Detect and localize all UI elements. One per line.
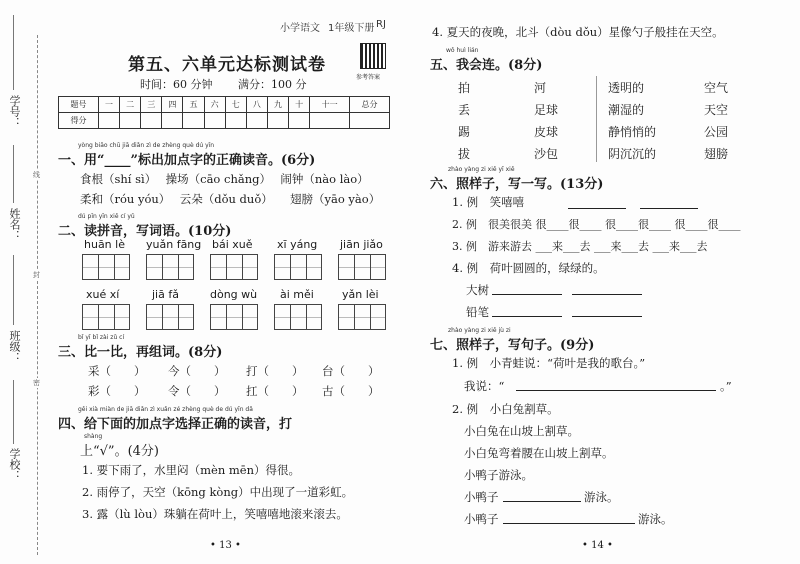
q2-pinyin-1: huān lè [84,238,125,251]
q2-pinyin-8: dòng wù [210,288,258,301]
q5-noun-1[interactable]: 空气 [704,81,729,95]
q5-mid-2[interactable]: 足球 [534,103,559,117]
score-input-cell[interactable] [225,113,246,129]
score-table-score-row [59,113,390,129]
q4-title2-pinyin: shàng [84,433,103,440]
q6-ex1-blank-1[interactable] [568,208,626,209]
cut-word-2: 封 [33,271,40,279]
q5-noun-4[interactable]: 翅膀 [704,147,729,161]
binding-strip [0,0,44,564]
school-line[interactable] [13,380,14,444]
edition-label: RJ [376,19,386,30]
score-cell: 八 [246,97,267,113]
q1-pinyin: yòng biāo chū jiā diǎn zì de zhèng què dú yīn [78,142,215,149]
school-label: 学校： [8,448,21,481]
q4-item-3[interactable]: 3. 露（lù lòu）珠躺在荷叶上，笑嘻嘻地滚来滚去。 [82,507,348,521]
cut-word-1: 线 [33,171,40,179]
class-label: 班级： [8,330,21,363]
q7-ex1-prompt: 我说：“ [464,379,505,393]
q7-duck-blank-1[interactable] [503,501,581,502]
q3-pair-4a[interactable]: 台（ ） [322,364,380,378]
q4-item-4[interactable]: 4. 夏天的夜晚，北斗（dòu dǒu）星像勺子般挂在天空。 [432,25,724,39]
q5-adj-3[interactable]: 静悄悄的 [608,125,657,139]
q4-title-cont: 上“√”。(4分) [80,444,159,459]
q2-pinyin-2: yuǎn fāng [146,238,202,251]
q2-answer-box[interactable] [146,304,194,330]
score-table-header-row [59,97,390,113]
q3-pair-3a[interactable]: 打（ ） [246,364,304,378]
q2-pinyin-6: xué xí [86,288,120,301]
q2-answer-box[interactable] [146,254,194,280]
q5-left-2[interactable]: 丢 [458,103,471,117]
page-title: 第五、六单元达标测试卷 [128,55,326,75]
page-number-right: • 14 • [582,540,613,551]
score-input-cell[interactable] [98,113,119,129]
q6-ex4: 4. 例 荷叶圆圆的，绿绿的。 [452,261,605,275]
q2-answer-box[interactable] [82,304,130,330]
q2-answer-box[interactable] [210,254,258,280]
q3-pair-2b[interactable]: 令（ ） [168,384,226,398]
q6-pinyin: zhào yàng zi xiě yī xiě [448,166,515,173]
score-input-cell[interactable] [267,113,288,129]
score-cell: 一 [98,97,119,113]
q3-pinyin: bǐ yī bǐ zài zǔ cí [78,334,125,341]
q6-tree-blank-2[interactable] [572,294,642,295]
q2-pinyin-7: jiā fǎ [152,288,179,301]
score-input-cell[interactable] [246,113,267,129]
q2-answer-box[interactable] [82,254,130,280]
q2-pinyin-9: ài měi [280,288,314,301]
score-cell: 四 [162,97,183,113]
q6-ex2[interactable]: 2. 例 很美很美 很____很____ 很____很____ 很____很____ [452,218,741,231]
q4-title: 四、给下面的加点字选择正确的读音，打 [58,417,293,432]
q7-duck-blank-2[interactable] [503,523,635,524]
q2-answer-box[interactable] [338,254,386,280]
q2-pinyin-5: jiān jiǎo [340,238,383,251]
score-cell: 六 [204,97,225,113]
q7-ex2-line-b: 小白兔弯着腰在山坡上割草。 [464,446,614,460]
q6-pencil-blank-1[interactable] [492,316,562,317]
q5-divider [596,76,597,162]
score-input-cell[interactable] [162,113,183,129]
q2-pinyin-4: xī yáng [277,238,318,251]
score-input-cell[interactable] [183,113,204,129]
q2-answer-box[interactable] [338,304,386,330]
q3-pair-3b[interactable]: 扛（ ） [246,384,304,398]
q5-mid-1[interactable]: 河 [534,81,547,95]
q7-title: 七、照样子，写句子。(9分) [430,338,595,353]
student-no-label: 学号： [8,95,21,128]
qr-caption: 参考答案 [356,74,381,81]
score-row-label: 得分 [59,113,99,129]
q7-duck-prefix-2: 小鸭子 [464,512,499,526]
q5-noun-2[interactable]: 天空 [704,103,729,117]
q5-mid-3[interactable]: 皮球 [534,125,559,139]
q4-item-1[interactable]: 1. 要下雨了，水里闷（mèn mēn）得很。 [82,463,301,477]
q5-pinyin: wǒ huì lián [446,47,479,54]
q5-title: 五、我会连。(8分) [430,58,543,73]
score-cell: 十 [289,97,310,113]
q5-noun-3[interactable]: 公园 [704,125,729,139]
score-input-cell[interactable] [310,113,350,129]
q6-pencil-blank-2[interactable] [572,316,642,317]
q3-pair-2a[interactable]: 今（ ） [168,364,226,378]
page-number-left: • 13 • [210,540,241,551]
q4-item-2[interactable]: 2. 雨停了，天空（kōng kòng）中出现了一道彩虹。 [82,485,354,499]
cut-word-3: 密 [33,379,40,387]
q5-adj-1[interactable]: 透明的 [608,81,645,95]
score-total-label: 满分：100 分 [238,78,307,91]
q7-ex1-end: 。” [720,379,732,393]
q2-pinyin: dú pīn yīn xiě cí yǔ [78,213,135,220]
q2-title: 二、读拼音，写词语。(10分) [58,224,232,239]
q3-title: 三、比一比，再组词。(8分) [58,345,223,360]
qr-code-icon[interactable] [360,43,386,69]
score-cell: 题号 [59,97,99,113]
q3-pair-1b[interactable]: 彩（ ） [88,384,146,398]
score-input-cell[interactable] [289,113,310,129]
q7-ex2-line-a: 小白兔在山坡上割草。 [464,424,579,438]
q5-adj-2[interactable]: 潮湿的 [608,103,645,117]
q1-row-1[interactable]: 食根（shí sì） 操场（cāo chǎng） 闹钟（nào lào） [80,172,369,186]
q2-answer-box[interactable] [210,304,258,330]
time-label: 时间：60 分钟 [140,78,213,91]
q2-pinyin-3: bái xuě [212,238,253,251]
q6-tree-blank-1[interactable] [492,294,562,295]
q7-ex2: 2. 例 小白兔割草。 [452,402,559,416]
grade-label: 1年级下册 [328,23,375,34]
q6-ex1-blank-2[interactable] [640,208,698,209]
q4-pinyin: gěi xià miàn de jiā diǎn zì xuǎn zé zhèng què de dú yīn dǎ [78,406,253,413]
score-cell: 十一 [310,97,350,113]
q7-duck-suffix-2: 游泳。 [638,512,673,526]
q6-ex4-tree-label: 大树 [466,283,489,297]
class-line[interactable] [13,255,14,325]
q5-left-1[interactable]: 拍 [458,81,471,95]
cut-line [37,35,38,555]
q5-adj-4[interactable]: 阴沉沉的 [608,147,657,161]
q2-answer-box[interactable] [274,254,322,280]
subject-label: 小学语文 [280,23,320,34]
q6-ex3[interactable]: 3. 例 游来游去 ___来___去 ___来___去 ___来___去 [452,240,708,253]
q7-ex1: 1. 例 小青蛙说：“荷叶是我的歌台。” [452,356,646,370]
q5-left-3[interactable]: 踢 [458,125,471,139]
q7-ex2-line-c: 小鸭子游泳。 [464,468,533,482]
score-cell: 三 [141,97,162,113]
q3-pair-1a[interactable]: 采（ ） [88,364,146,378]
name-label: 姓名： [8,208,21,241]
score-input-cell[interactable] [204,113,225,129]
q1-row-2[interactable]: 柔和（róu yóu） 云朵（dǒu duǒ） 翅膀（yāo yào） [80,192,381,206]
q1-title: 一、用“____”标出加点字的正确读音。(6分) [58,153,316,168]
q5-left-4[interactable]: 拔 [458,147,471,161]
q2-answer-box[interactable] [274,304,322,330]
q7-pinyin: zhào yàng zi xiě jù zi [448,327,511,334]
q2-pinyin-10: yǎn lèi [342,288,379,301]
q6-ex4-pencil-label: 铅笔 [466,305,489,319]
q7-duck-suffix-1: 游泳。 [584,490,619,504]
name-line[interactable] [13,145,14,203]
q3-pair-4b[interactable]: 古（ ） [322,384,380,398]
score-cell: 七 [225,97,246,113]
score-input-cell[interactable] [141,113,162,129]
student-no-line[interactable] [13,15,14,90]
q7-duck-prefix-1: 小鸭子 [464,490,499,504]
score-table [58,96,390,129]
q6-ex1: 1. 例 笑嘻嘻 [452,195,525,209]
score-cell: 五 [183,97,204,113]
score-cell: 总分 [350,97,390,113]
score-cell: 九 [267,97,288,113]
q5-mid-4[interactable]: 沙包 [534,147,559,161]
score-input-cell[interactable] [350,113,390,129]
q7-ex1-blank[interactable] [516,390,716,391]
q6-title: 六、照样子，写一写。(13分) [430,177,604,192]
score-cell: 二 [120,97,141,113]
score-input-cell[interactable] [120,113,141,129]
